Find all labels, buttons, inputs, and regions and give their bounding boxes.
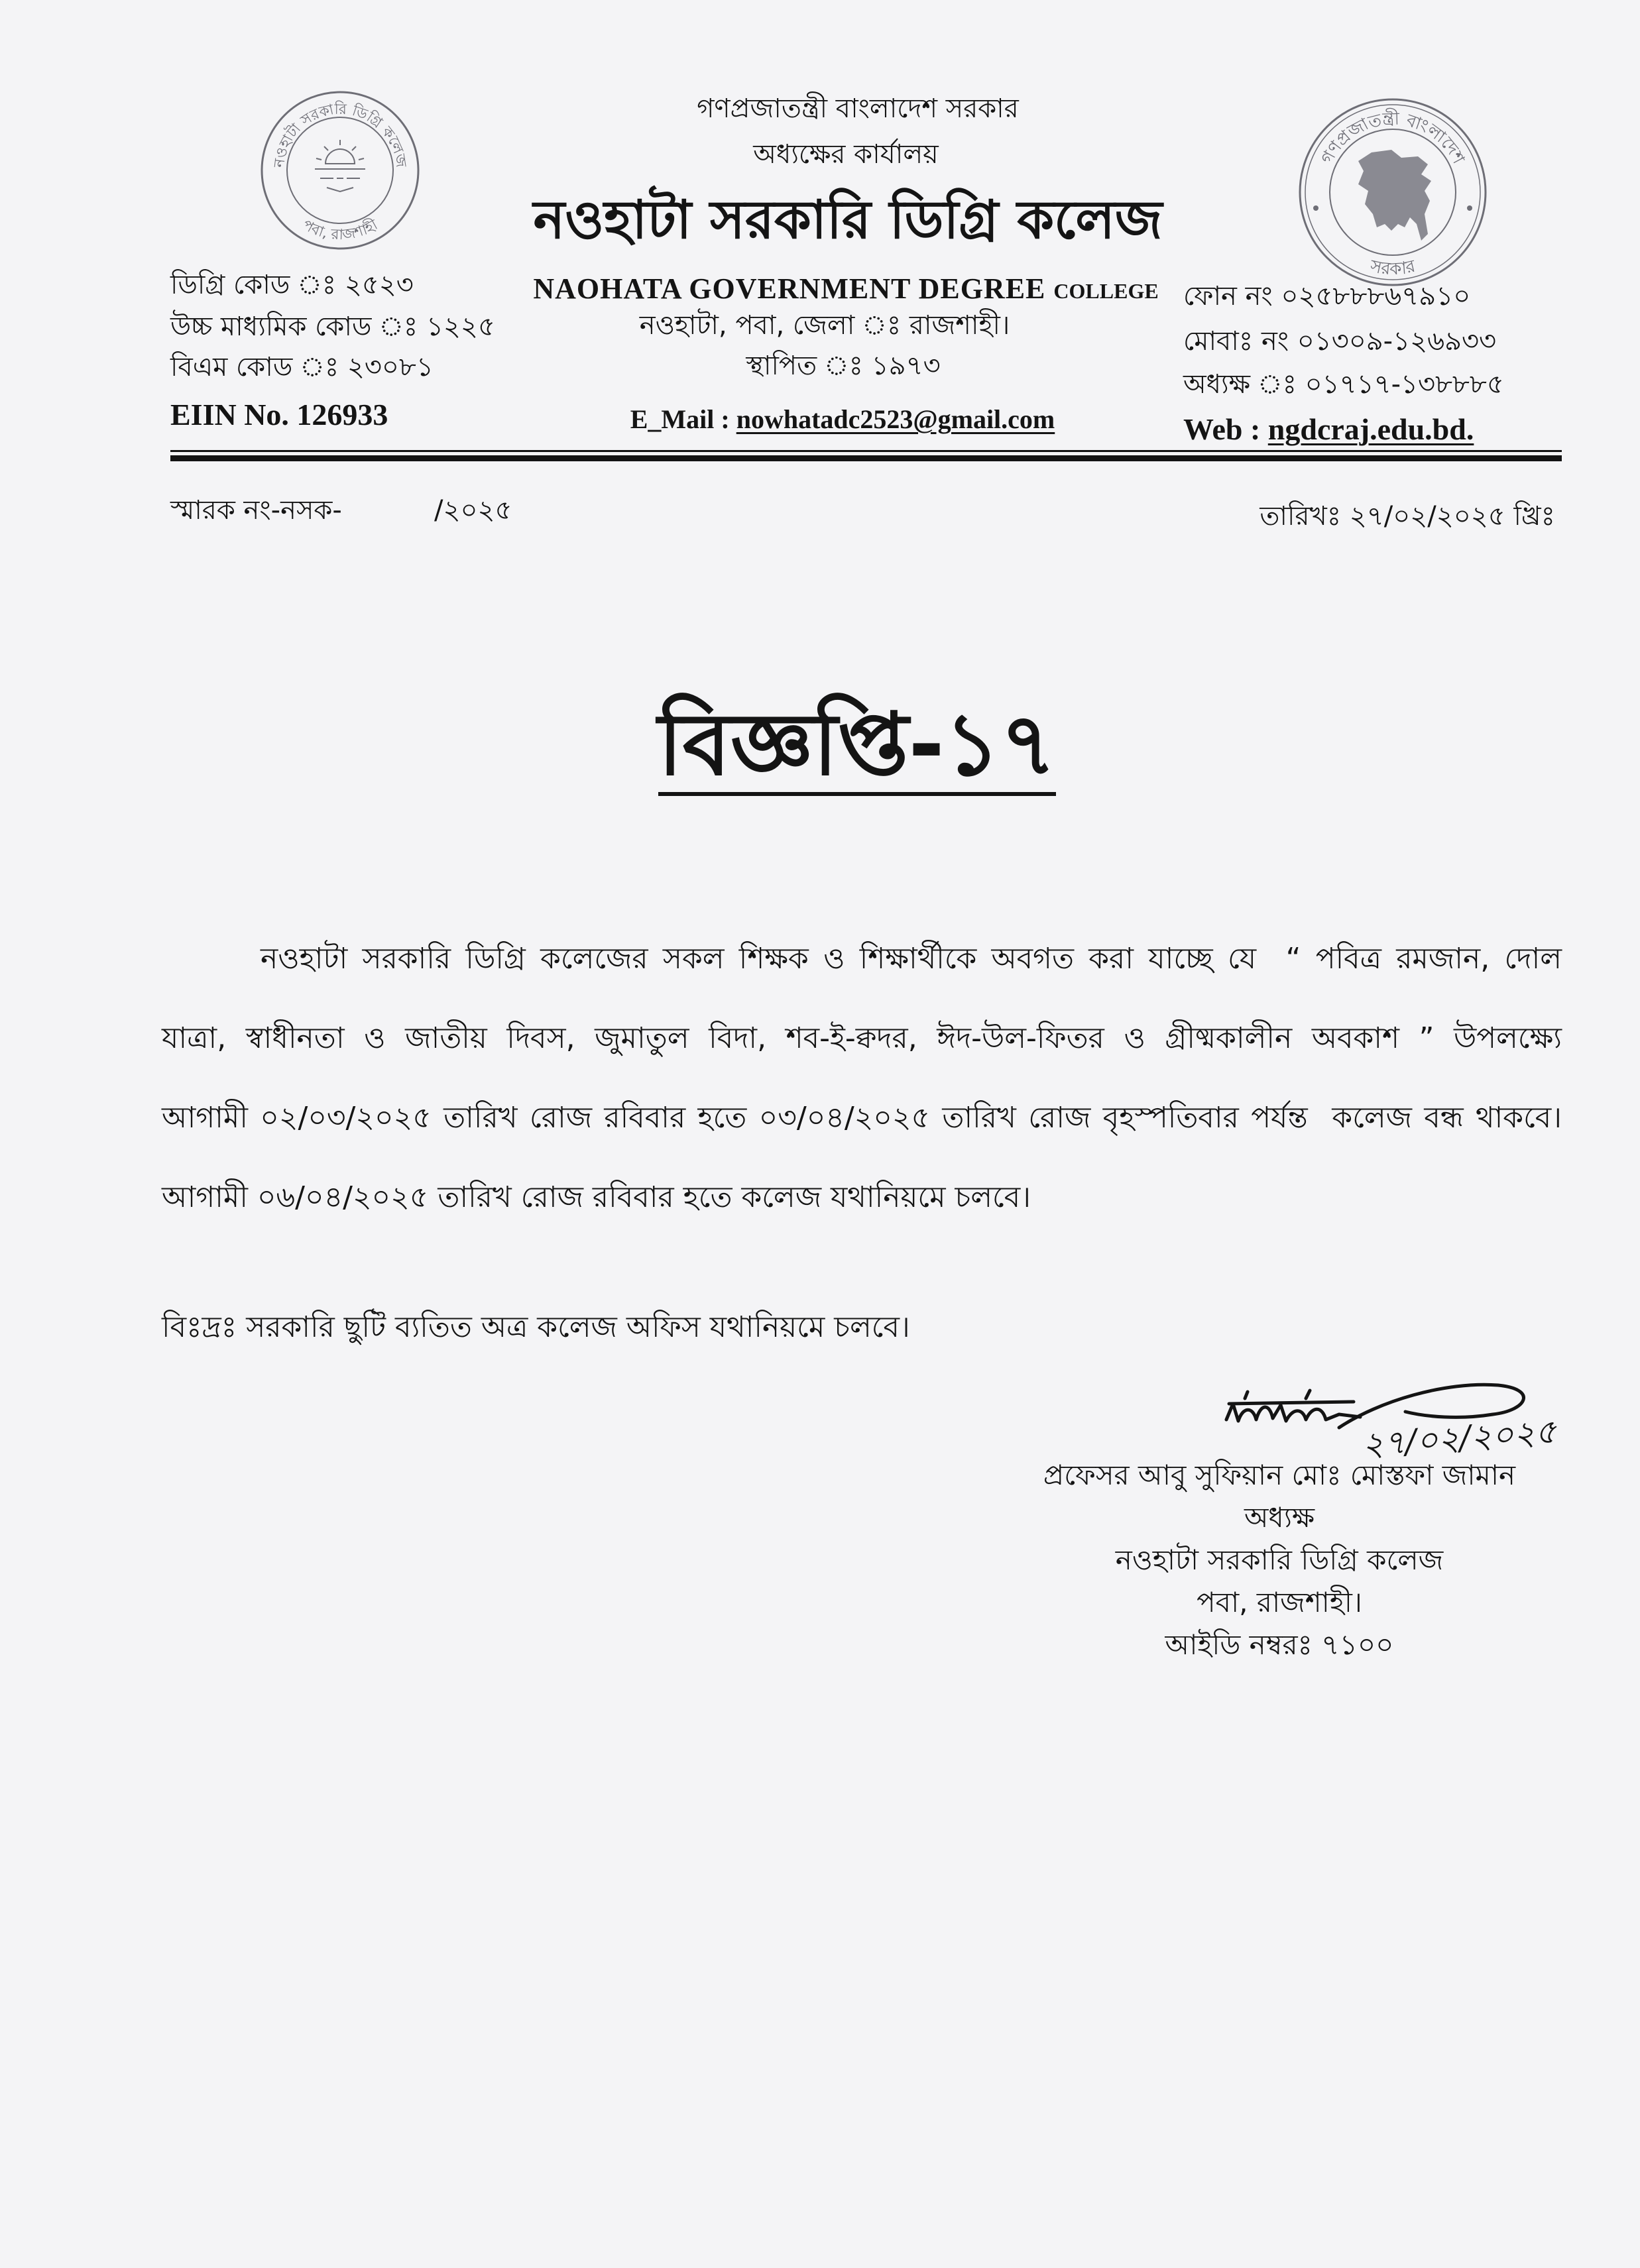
email-line	[511, 402, 1174, 437]
svg-text:নওহাটা সরকারি ডিগ্রি কলেজ	[271, 101, 409, 169]
seal-ring-top-text: গণপ্রজাতন্ত্রী বাংলাদেশ	[1317, 109, 1469, 168]
established-year: স্থাপিত ঃ ১৯৭৩	[746, 351, 941, 381]
email-label: E_Mail :	[630, 404, 736, 434]
website-line	[1183, 410, 1608, 449]
hsc-code: উচ্চ মাধ্যমিক কোড ঃ ১২২৫	[170, 312, 495, 342]
signature-stroke	[1245, 1390, 1310, 1398]
bm-code: বিএম কোড ঃ ২৩০৮১	[170, 352, 434, 382]
svg-text:পবা, রাজশাহী	[300, 215, 381, 244]
memo-reference-prefix: স্মারক নং-নসক-	[170, 495, 342, 526]
notice-title: বিজ্ঞপ্তি-১৭	[658, 694, 1057, 795]
office-line: অধ্যক্ষের কার্যালয়	[753, 139, 939, 170]
seal-ring-bottom-text: সরকার	[1368, 256, 1417, 280]
notice-body-line: আগামী ০৬/০৪/২০২৫ তারিখ রোজ রবিবার হতে কলেজ যথানিয়মে চলবে।	[162, 1180, 1031, 1214]
seal-ring-bottom-text: পবা, রাজশাহী	[299, 217, 381, 244]
svg-text:সরকার	[1368, 256, 1417, 280]
notice-body	[162, 919, 1562, 1237]
header-divider-thin	[170, 450, 1562, 452]
handwritten-signature-date: ২৭/০২/২০২৫	[1360, 1412, 1558, 1464]
website-label: Web :	[1183, 412, 1268, 446]
principal-phone: অধ্যক্ষ ঃ ০১৭১৭-১৩৮৮৮৫	[1183, 369, 1504, 400]
website-address: ngdcraj.edu.bd.	[1267, 412, 1474, 446]
notice-note: বিঃদ্রঃ সরকারি ছুটি ব্যতিত অত্র কলেজ অফিস যথানিয়মে চলবে।	[162, 1310, 910, 1344]
signatory-block	[1014, 1454, 1545, 1666]
signatory-location: পবা, রাজশাহী।	[1197, 1586, 1362, 1618]
signature-stroke	[1229, 1402, 1354, 1404]
eiin-number: EIIN No. 126933	[170, 398, 388, 431]
seal-separator-dot	[1313, 205, 1318, 211]
college-seal	[254, 84, 426, 256]
seal-separator-dot	[1467, 205, 1472, 211]
mobile-number: মোবাঃ নং ০১৩০৯-১২৬৯৩৩	[1183, 326, 1497, 357]
signatory-designation: অধ্যক্ষ	[1244, 1501, 1315, 1534]
email-address: nowhatadc2523@gmail.com	[736, 404, 1055, 434]
college-name-bengali: নওহাটা সরকারি ডিগ্রি কলেজ	[533, 189, 1163, 251]
notice-body-line: যাত্রা, স্বাধীনতা ও জাতীয় দিবস, জুমাতুল বিদা, শব-ই-ক্বদর, ঈদ-উল-ফিতর ও গ্রীষ্মকালীন অবকাশ ” উপলক্ষ্যে	[162, 1021, 1562, 1055]
seal-ring-top-text: নওহাটা সরকারি ডিগ্রি কলেজ	[270, 101, 410, 169]
notice-title-wrap	[559, 694, 1155, 796]
signature-stroke	[1226, 1404, 1360, 1421]
rising-sun-icon	[315, 140, 365, 192]
header-divider-thick	[170, 455, 1562, 461]
government-line: গণপ্রজাতন্ত্রী বাংলাদেশ সরকার	[697, 93, 1019, 124]
government-seal	[1292, 91, 1494, 293]
bangladesh-map-icon	[1358, 150, 1431, 241]
degree-code: ডিগ্রি কোড ঃ ২৫২৩	[170, 270, 414, 300]
memo-date: তারিখঃ ২৭/০২/২০২৫ খ্রিঃ	[1259, 501, 1555, 532]
notice-body-line: আগামী ০২/০৩/২০২৫ তারিখ রোজ রবিবার হতে ০৩/০৪/২০২৫ তারিখ রোজ বৃহস্পতিবার পর্যন্ত কলেজ বন্ধ থাকবে।	[162, 1101, 1562, 1135]
college-name-english	[448, 271, 1244, 309]
college-address: নওহাটা, পবা, জেলা ঃ রাজশাহী।	[639, 310, 1010, 341]
notice-body-line: নওহাটা সরকারি ডিগ্রি কলেজের সকল শিক্ষক ও শিক্ষার্থীকে অবগত করা যাচ্ছে যে “ পবিত্র রমজান, দোল	[261, 942, 1562, 976]
signatory-id-number: আইডি নম্বরঃ ৭১০০	[1165, 1628, 1394, 1661]
college-name-english-main: NAOHATA GOVERNMENT DEGREE	[533, 272, 1046, 305]
memo-reference-year: /২০২৫	[434, 495, 512, 526]
college-name-english-suffix: COLLEGE	[1053, 279, 1159, 303]
signatory-institution: নওহাটা সরকারি ডিগ্রি কলেজ	[1115, 1544, 1444, 1576]
phone-number: ফোন নং ০২৫৮৮৮৬৭৯১০	[1183, 281, 1471, 312]
signatory-name: প্রফেসর আবু সুফিয়ান মোঃ মোস্তফা জামান	[1043, 1459, 1516, 1491]
